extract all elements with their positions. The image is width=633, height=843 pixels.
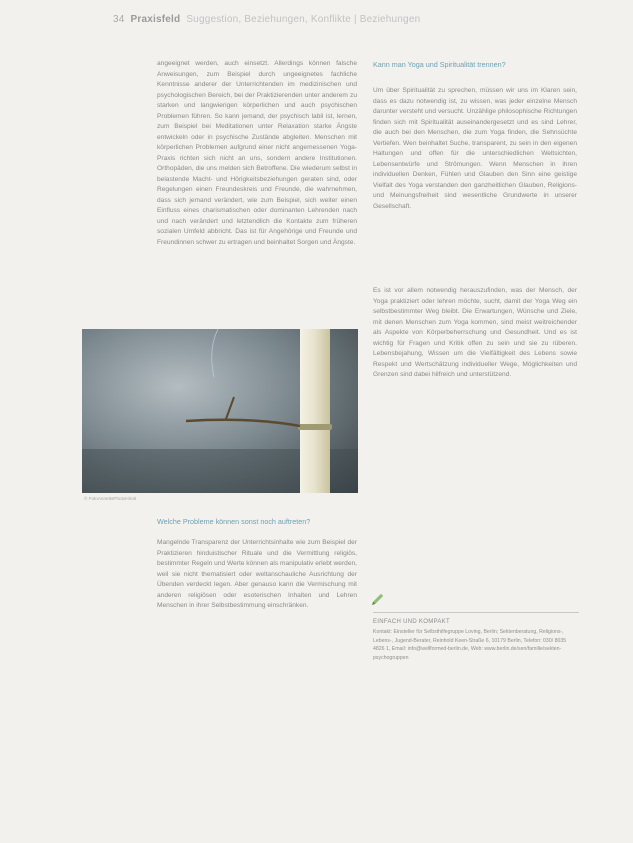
info-box-contact-text: Kontakt: Einsteller für Selbsthilfegruppe Loving, Berlin; Sektenberatung, Religions-, Lebens-, Jugend-Berater, Reinhold Keen-Straße 6, 10179 Berlin, Telefon: 030/ 8035 4826 1, Email: info@wellformed-berlin.de, Web: www.berlin.de/sen/familie/sekten-psychogruppen xyxy=(373,629,567,661)
right-column-top xyxy=(373,86,577,212)
left-column-top xyxy=(157,59,357,248)
pencil-icon xyxy=(370,591,386,607)
body-paragraph: angeeignet werden, auch einsetzt. Allerdings können falsche Anweisungen, zum Beispiel durch ungeeignetes fachliche Kenntnisse anderer der Unterrichtenden im medizinischen und psychologischen Bereich, bei der Praktizierenden unter anderem zu starken und langwierigen körperlichen und auch psychischen Problemen führen. So kann jemand, der psychisch labil ist, lernen, zum Beispiel bei Meditationen unter Relaxation starke Ängste entwickeln oder in psychische Zustände abgleiten. Menschen mit körperlichen Problemen aufgrund einer nicht angemessenen Yoga-Praxis richten sich nicht an uns, sondern andere Institutionen. Orthopäden, die uns melden sich Betroffene. Die wiederum selbst in belastende Macht- und Hörigkeitsbeziehungen geraten sind, oder Regelungen einen Freundeskreis und Freunde, die wahrnehmen, dass sich jemand verändert, wie zum Beispiel, sich weiter einen Einfluss eines charismatischen oder dominanten Lehrenden nach und nach verändert und letztendlich die Kontakte zum früheren sozialen Umfeld abbricht. Das ist für Angehörige und Freunde und Freundinnen schwer zu ertragen und beinhaltet Sorgen und Ängste. xyxy=(157,60,357,246)
body-paragraph: Es ist vor allem notwendig herauszufinden, was der Mensch, der Yoga praktiziert oder lehren möchte, sucht, damit der Yoga Weg ein selbstbestimmter Weg bleibt. Die Erwartungen, Wünsche und Ziele, mit denen Menschen zum Yoga kommen, sind meist weitreichender als Aspekte von Körperbeherrschung und Gesundheit. Und es ist wichtig für Fragen und Kritik offen zu sein und sie zu rüberen. Lebensbejahung, Wissen um die Vielfältigkeit des Lebens sowie Respekt und Wertschätzung individueller Wege, Möglichkeiten und Grenzen sind dabei hilfreich und unterstützend. xyxy=(373,287,577,378)
photo-credit: © FotoAnnettsPhotoHiroti xyxy=(84,496,137,501)
section-subtitle: Suggestion, Beziehungen, Konflikte | Beziehungen xyxy=(186,14,421,25)
left-column-bottom xyxy=(157,538,357,612)
page-number: 34 xyxy=(113,14,125,25)
info-box-divider xyxy=(373,612,579,613)
bamboo-photo xyxy=(82,329,358,493)
bamboo-illustration xyxy=(82,329,358,493)
body-paragraph: Mangelnde Transparenz der Unterrichtsinhalte wie zum Beispiel der Praktizieren hinduistischer Rituale und die Vermittlung religiös, bestimmter Regeln und Werte können als manipulativ erlebt werden, weil sie nicht thematisiert oder weltanschauliche Ausrichtung der Übenden verdeckt legen. Aber genauso kann die Vermischung mit anderen religiösen oder esoterischen Inhalten und Lehren Menschen in ihrer Selbstbestimmung einschränken. xyxy=(157,539,357,609)
section-heading-problems: Welche Probleme können sonst noch auftreten? xyxy=(157,517,311,526)
info-box-heading: EINFACH UND KOMPAKT xyxy=(373,619,450,625)
section-heading-spirituality: Kann man Yoga und Spiritualität trennen? xyxy=(373,60,506,69)
page-header xyxy=(113,14,420,25)
right-column-middle xyxy=(373,286,577,381)
body-paragraph: Um über Spiritualität zu sprechen, müssen wir uns im Klaren sein, dass es dazu notwendig ist, zu wissen, was jeder einzelne Mensch darunter versteht und versucht. Unzählige philosophische Richtungen finden sich mit Spiritualität auseinandergesetzt und es sind Lehrer, die auch bei den Menschen, die zum Yoga finden, die Sehnsüchte Vertiefen. Wen beinhaltet Suche, transparent, zu sein in den eigenen Haltungen und offen für die unterschiedlichen Weltsichten, Lebensentwürfe und Strömungen. Wenn Menschen in ihren individuellen Denken, Fühlen und Glauben den Sinn eine geistige Vielfalt des Yoga verstanden den ganzheitlichen Glauben, Religions- und Meinungsfreiheit sind wesentliche Grundwerte in unserer Gesellschaft. xyxy=(373,87,577,210)
section-title: Praxisfeld xyxy=(130,14,181,25)
